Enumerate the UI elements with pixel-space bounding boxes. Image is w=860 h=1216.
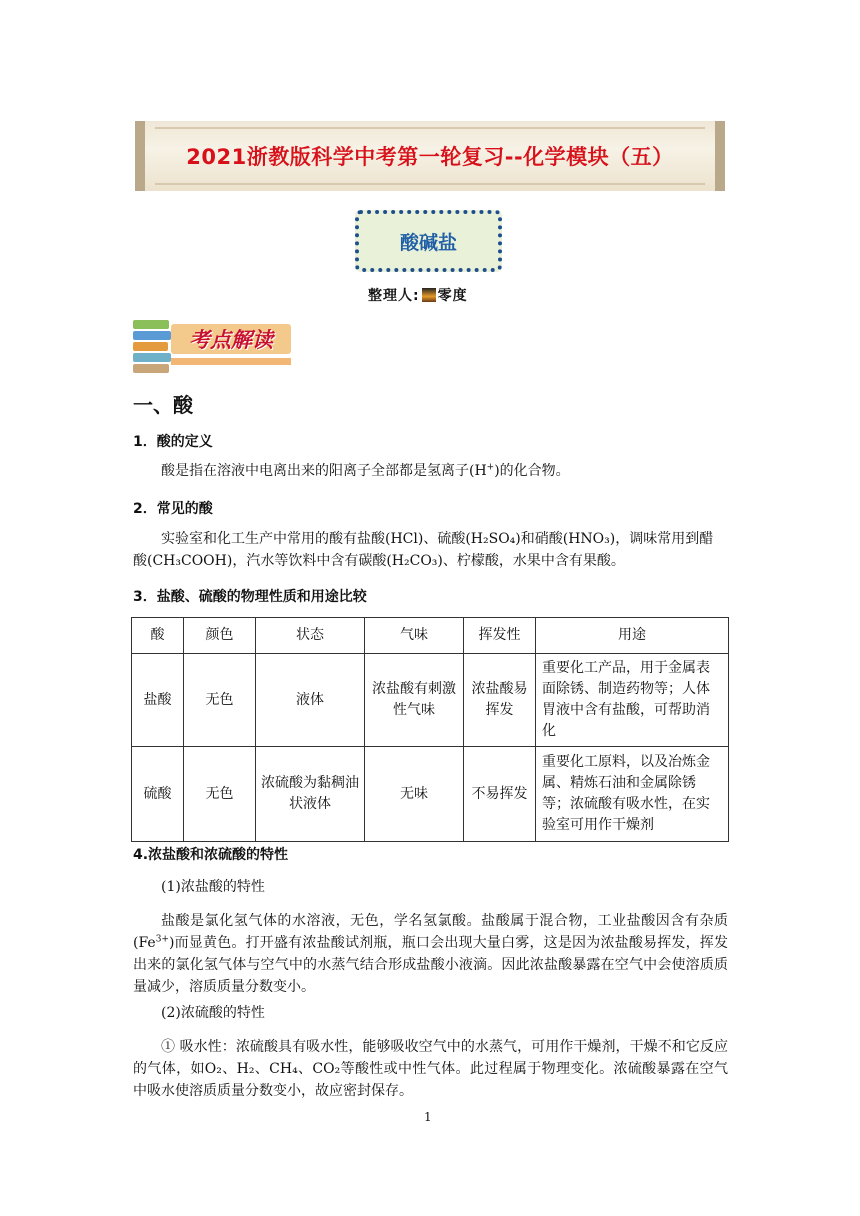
- subheading-hcl: (1)浓盐酸的特性: [161, 879, 265, 895]
- topic-title: 酸碱盐: [399, 231, 457, 254]
- table-cell: 不易挥发: [464, 747, 536, 842]
- heading-comparison: 3．盐酸、硫酸的物理性质和用途比较: [133, 589, 367, 605]
- document-title-banner: [135, 121, 725, 191]
- table-cell: 重要化工原料，以及冶炼金属、精炼石油和金属除锈等；浓硫酸有吸水性，在实验室可用作干燥剂: [536, 747, 729, 842]
- definition-sup: +: [486, 462, 495, 473]
- topic-box: [355, 210, 502, 272]
- editor-label: 整理人:: [368, 288, 420, 304]
- sunset-icon: [422, 288, 436, 302]
- common-acids-line-1: 实验室和化工生产中常用的酸有盐酸(HCl)、硫酸(H₂SO₄)和硝酸(HNO₃)，调味常用到醋: [161, 531, 714, 547]
- comparison-table: [131, 617, 729, 842]
- definition-text: 酸是指在溶液中电离出来的阳离子全部都是氢离子(H: [161, 463, 487, 479]
- h2so4-paragraph: ① 吸水性：浓硫酸具有吸水性，能够吸收空气中的水蒸气，可用作干燥剂，干燥不和它反应的气体，如O₂、H₂、CH₄、CO₂等酸性或中性气体。此过程属于物理变化。浓硫酸暴露在空气中吸水使溶质质量分数变小，故应密封保存。: [133, 1039, 728, 1099]
- kaodian-badge: [133, 318, 293, 376]
- table-cell: 无色: [184, 654, 256, 747]
- heading-properties: 4.浓盐酸和浓硫酸的特性: [133, 847, 289, 863]
- table-header-cell: 挥发性: [464, 618, 536, 654]
- table-row: [132, 747, 729, 842]
- table-cell: 浓硫酸为黏稠油状液体: [256, 747, 365, 842]
- section-heading-acid: 一、酸: [133, 393, 193, 417]
- heading-definition: 1．酸的定义: [133, 434, 213, 450]
- page-number: 1: [424, 1110, 432, 1124]
- hcl-text-end: )而显黄色。打开盛有浓盐酸试剂瓶，瓶口会出现大量白雾，这是因为浓盐酸易挥发，挥发出来的氯化氢气体与空气中的水蒸气结合形成盐酸小液滴。因此浓盐酸暴露在空气中会使溶质质量减少，溶质质量分数变小。: [133, 935, 728, 995]
- editor-line: [368, 285, 468, 305]
- document-title: 2021浙教版科学中考第一轮复习--化学模块（五）: [186, 145, 674, 169]
- table-cell: 浓盐酸有刺激性气味: [365, 654, 464, 747]
- heading-common-acids: 2．常见的酸: [133, 501, 213, 517]
- table-cell: 重要化工产品，用于金属表面除锈、制造药物等；人体胃液中含有盐酸，可帮助消化: [536, 654, 729, 747]
- hcl-paragraph: [133, 910, 728, 998]
- kaodian-stripe: [171, 358, 291, 365]
- table-cell: 浓盐酸易挥发: [464, 654, 536, 747]
- common-acids-line-2: 酸(CH₃COOH)，汽水等饮料中含有碳酸(H₂CO₃)、柠檬酸，水果中含有果酸。: [133, 553, 625, 569]
- kaodian-label: 考点解读: [171, 324, 291, 354]
- definition-text-end: )的化合物。: [494, 463, 570, 479]
- editor-name: 零度: [437, 288, 468, 304]
- subheading-h2so4: (2)浓硫酸的特性: [161, 1005, 265, 1021]
- table-cell: 硫酸: [132, 747, 184, 842]
- table-cell: 无味: [365, 747, 464, 842]
- table-row: [132, 654, 729, 747]
- table-cell: 盐酸: [132, 654, 184, 747]
- table-cell: 无色: [184, 747, 256, 842]
- table-header-cell: 颜色: [184, 618, 256, 654]
- table-header-cell: 用途: [536, 618, 729, 654]
- definition-paragraph: [133, 460, 728, 482]
- hcl-text: 盐酸是氯化氢气体的水溶液，无色，学名氢氯酸。盐酸属于混合物，工业盐酸因含有杂质(Fe: [133, 913, 728, 951]
- table-cell: 液体: [256, 654, 365, 747]
- hcl-sup: 3+: [155, 934, 169, 945]
- table-header-cell: 酸: [132, 618, 184, 654]
- table-header-cell: 气味: [365, 618, 464, 654]
- table-header-cell: 状态: [256, 618, 365, 654]
- table-header-row: [132, 618, 729, 654]
- books-icon: [133, 318, 173, 376]
